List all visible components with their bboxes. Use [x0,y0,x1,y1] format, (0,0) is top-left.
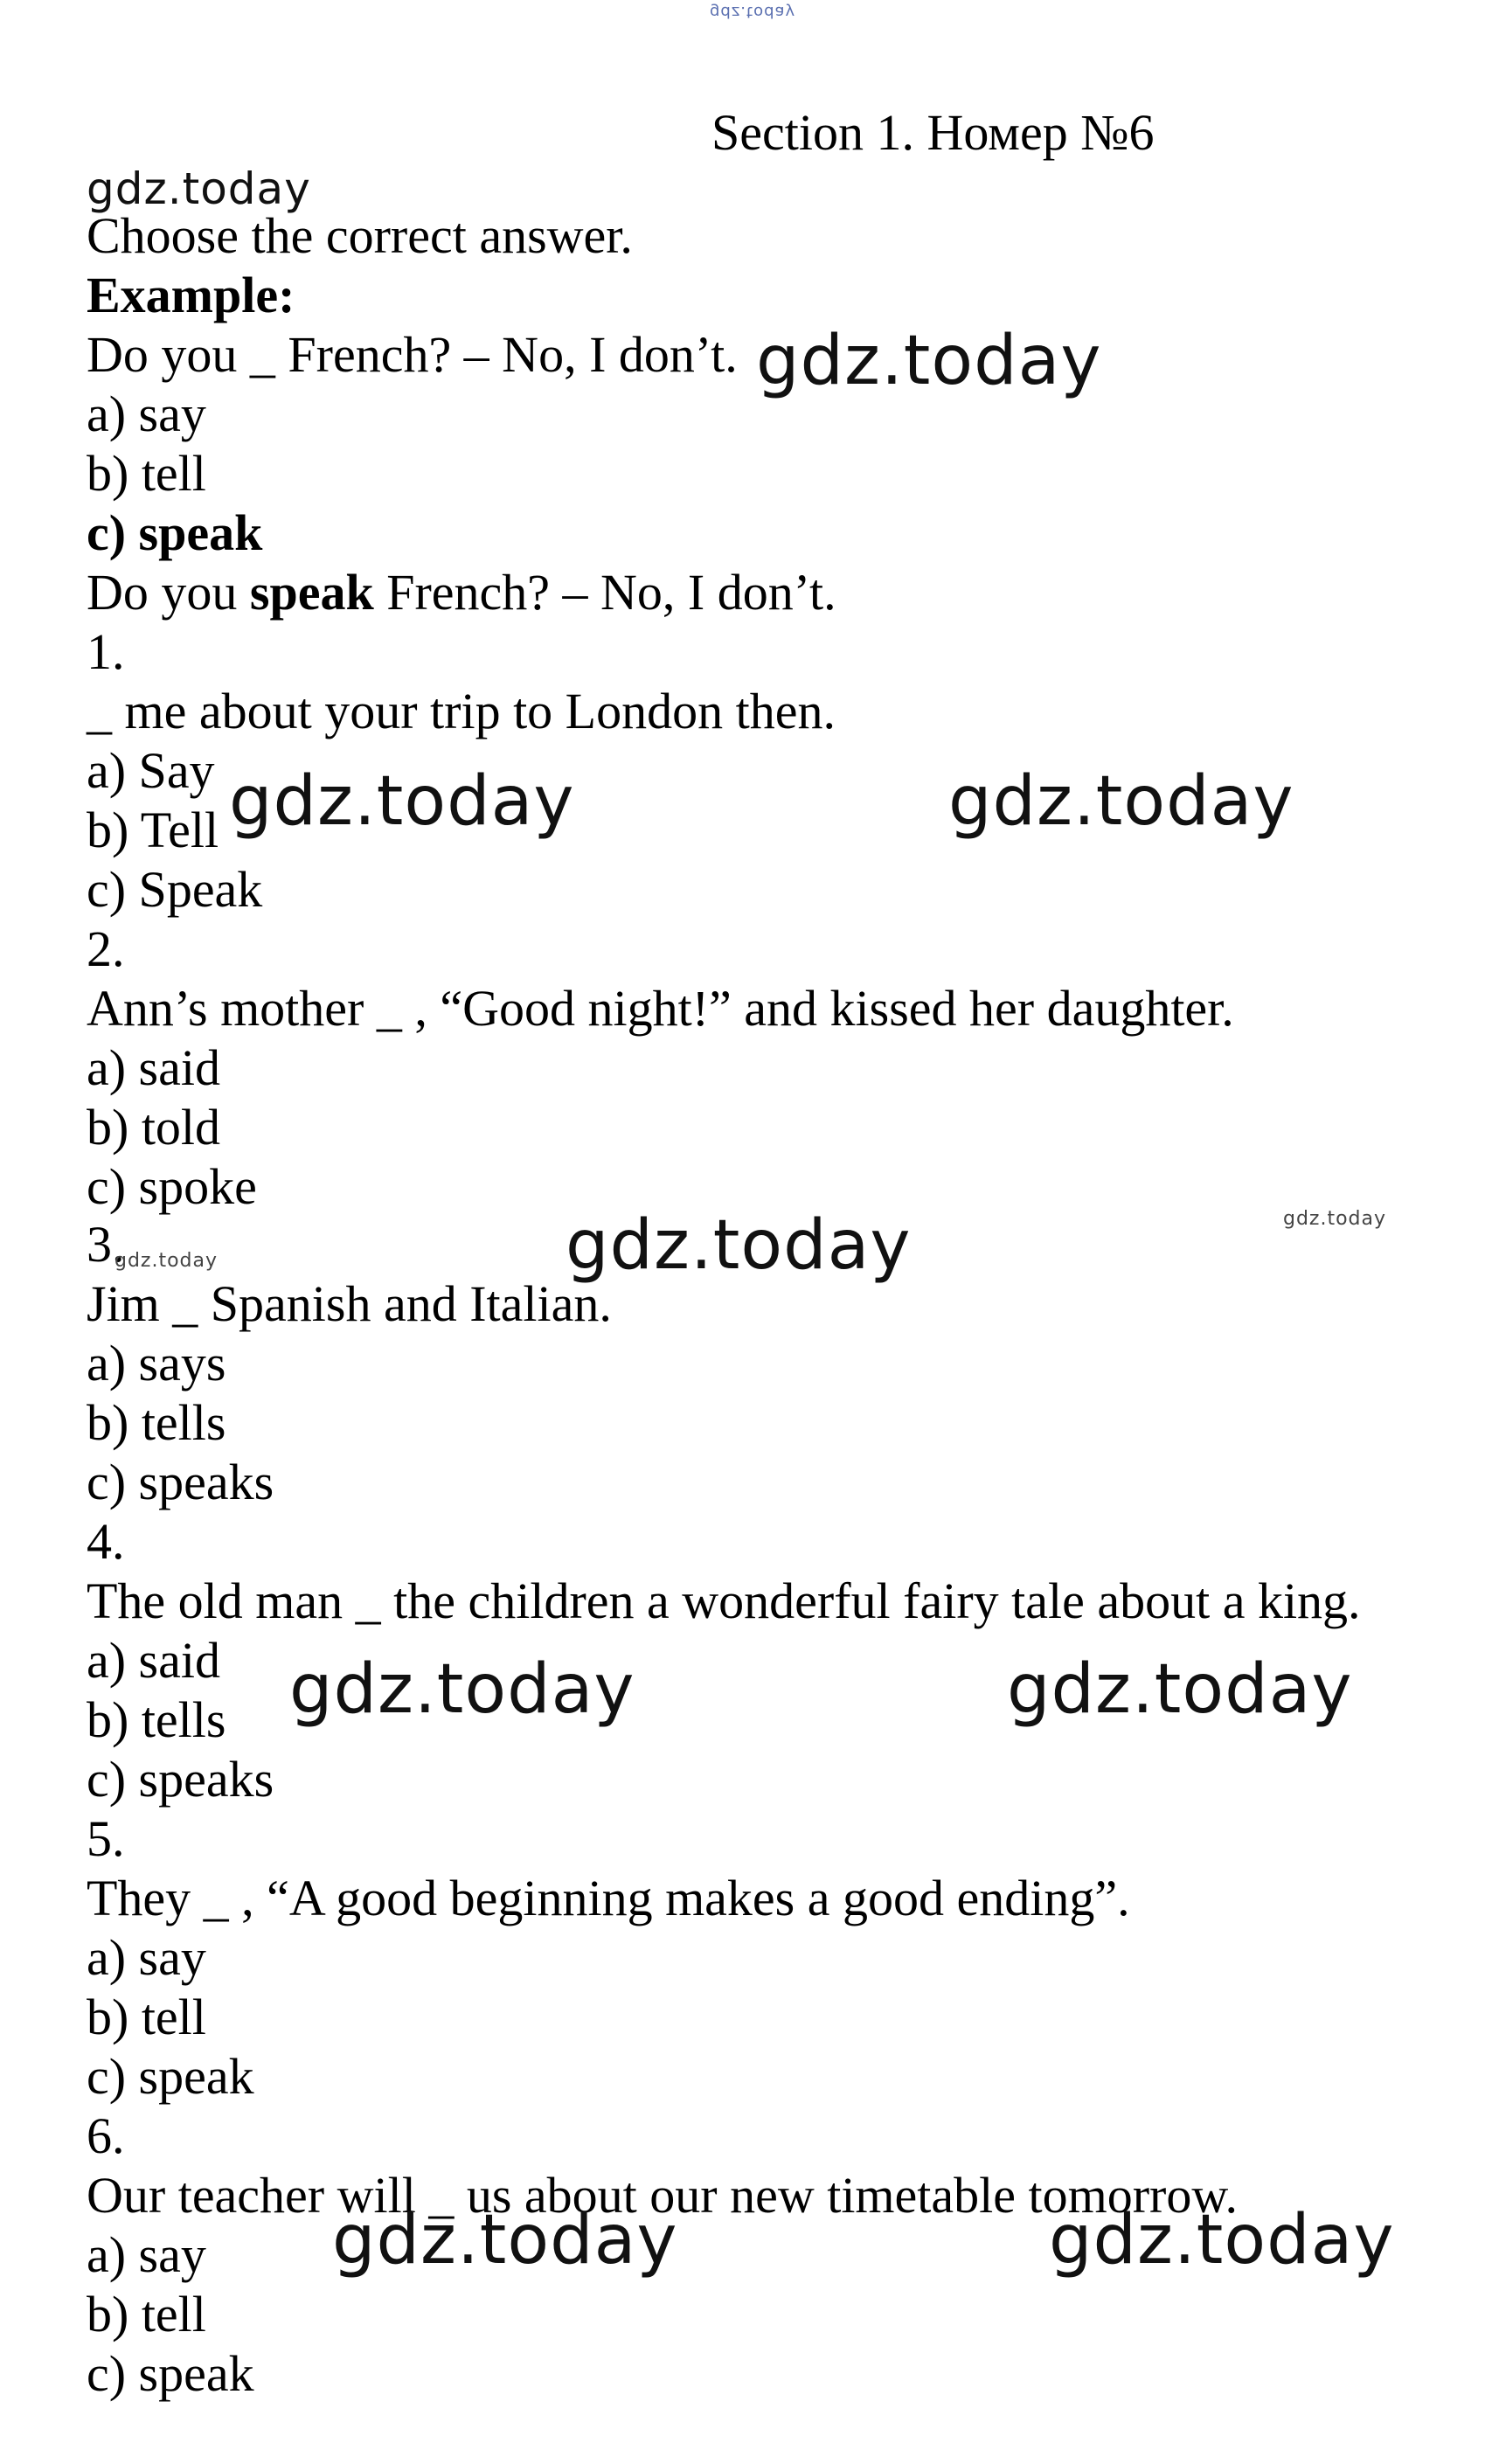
example-question: Do you _ French? – No, I don’t. [87,326,738,383]
option-c: c) spoke [87,1158,257,1215]
watermark: gdz.today [948,762,1294,841]
watermark: gdz.today [115,1250,219,1272]
question-text: _ me about your trip to London then. [87,683,836,739]
option-b: b) Tell [87,802,219,858]
question-number: 3. [87,1216,125,1273]
example-label: Example: [87,267,295,323]
option-b: b) tell [87,1989,206,2045]
option-a: a) say [87,2226,206,2283]
option-c: c) speaks [87,1454,274,1510]
watermark: gdz.today [756,322,1102,400]
example-answer-suffix: French? – No, I don’t. [373,564,836,621]
option-b: b) told [87,1099,221,1156]
option-c: c) speak [87,2345,254,2402]
watermark: gdz.today [566,1206,912,1285]
option-c: c) Speak [87,861,263,918]
option-b: b) tells [87,1394,226,1451]
watermark: gdz.today [332,2201,678,2280]
question-text: The old man _ the children a wonderful fairy tale about a king. [87,1572,1361,1629]
option-a: a) Say [87,742,215,799]
watermark: gdz.today [229,762,575,841]
instruction-text: Choose the correct answer. [87,207,633,264]
option-b: b) tells [87,1691,226,1748]
watermark: gdz.today [289,1650,635,1729]
question-number: 5. [87,1810,125,1867]
question-number: 1. [87,623,125,680]
question-number: 6. [87,2107,125,2164]
option-a: a) say [87,1929,206,1986]
option-a: a) said [87,1039,220,1096]
option-a: a) says [87,1335,226,1392]
example-answer-prefix: Do you [87,564,250,621]
option-c: c) speak [87,2048,254,2105]
example-option-b: b) tell [87,445,206,502]
example-option-c: c) speak [87,504,263,561]
example-option-a: a) say [87,385,206,442]
watermark: gdz.today [1049,2201,1395,2280]
question-text: Ann’s mother _ , “Good night!” and kissed her daughter. [87,980,1234,1037]
watermark-top: gdz.today [710,3,796,21]
question-text: They _ , “A good beginning makes a good ending”. [87,1870,1130,1926]
example-answer [87,563,836,622]
example-answer-word: speak [249,564,374,621]
option-a: a) said [87,1632,220,1689]
watermark: gdz.today [1007,1650,1353,1729]
question-text: Jim _ Spanish and Italian. [87,1275,612,1332]
option-b: b) tell [87,2286,206,2343]
watermark: gdz.today [87,163,311,214]
option-c: c) speaks [87,1751,274,1808]
watermark: gdz.today [1283,1208,1387,1230]
page-title: Section 1. Номер №6 [711,104,1155,161]
question-number: 2. [87,920,125,977]
question-number: 4. [87,1513,125,1570]
question-text: Our teacher will _ us about our new timetable tomorrow. [87,2167,1238,2224]
